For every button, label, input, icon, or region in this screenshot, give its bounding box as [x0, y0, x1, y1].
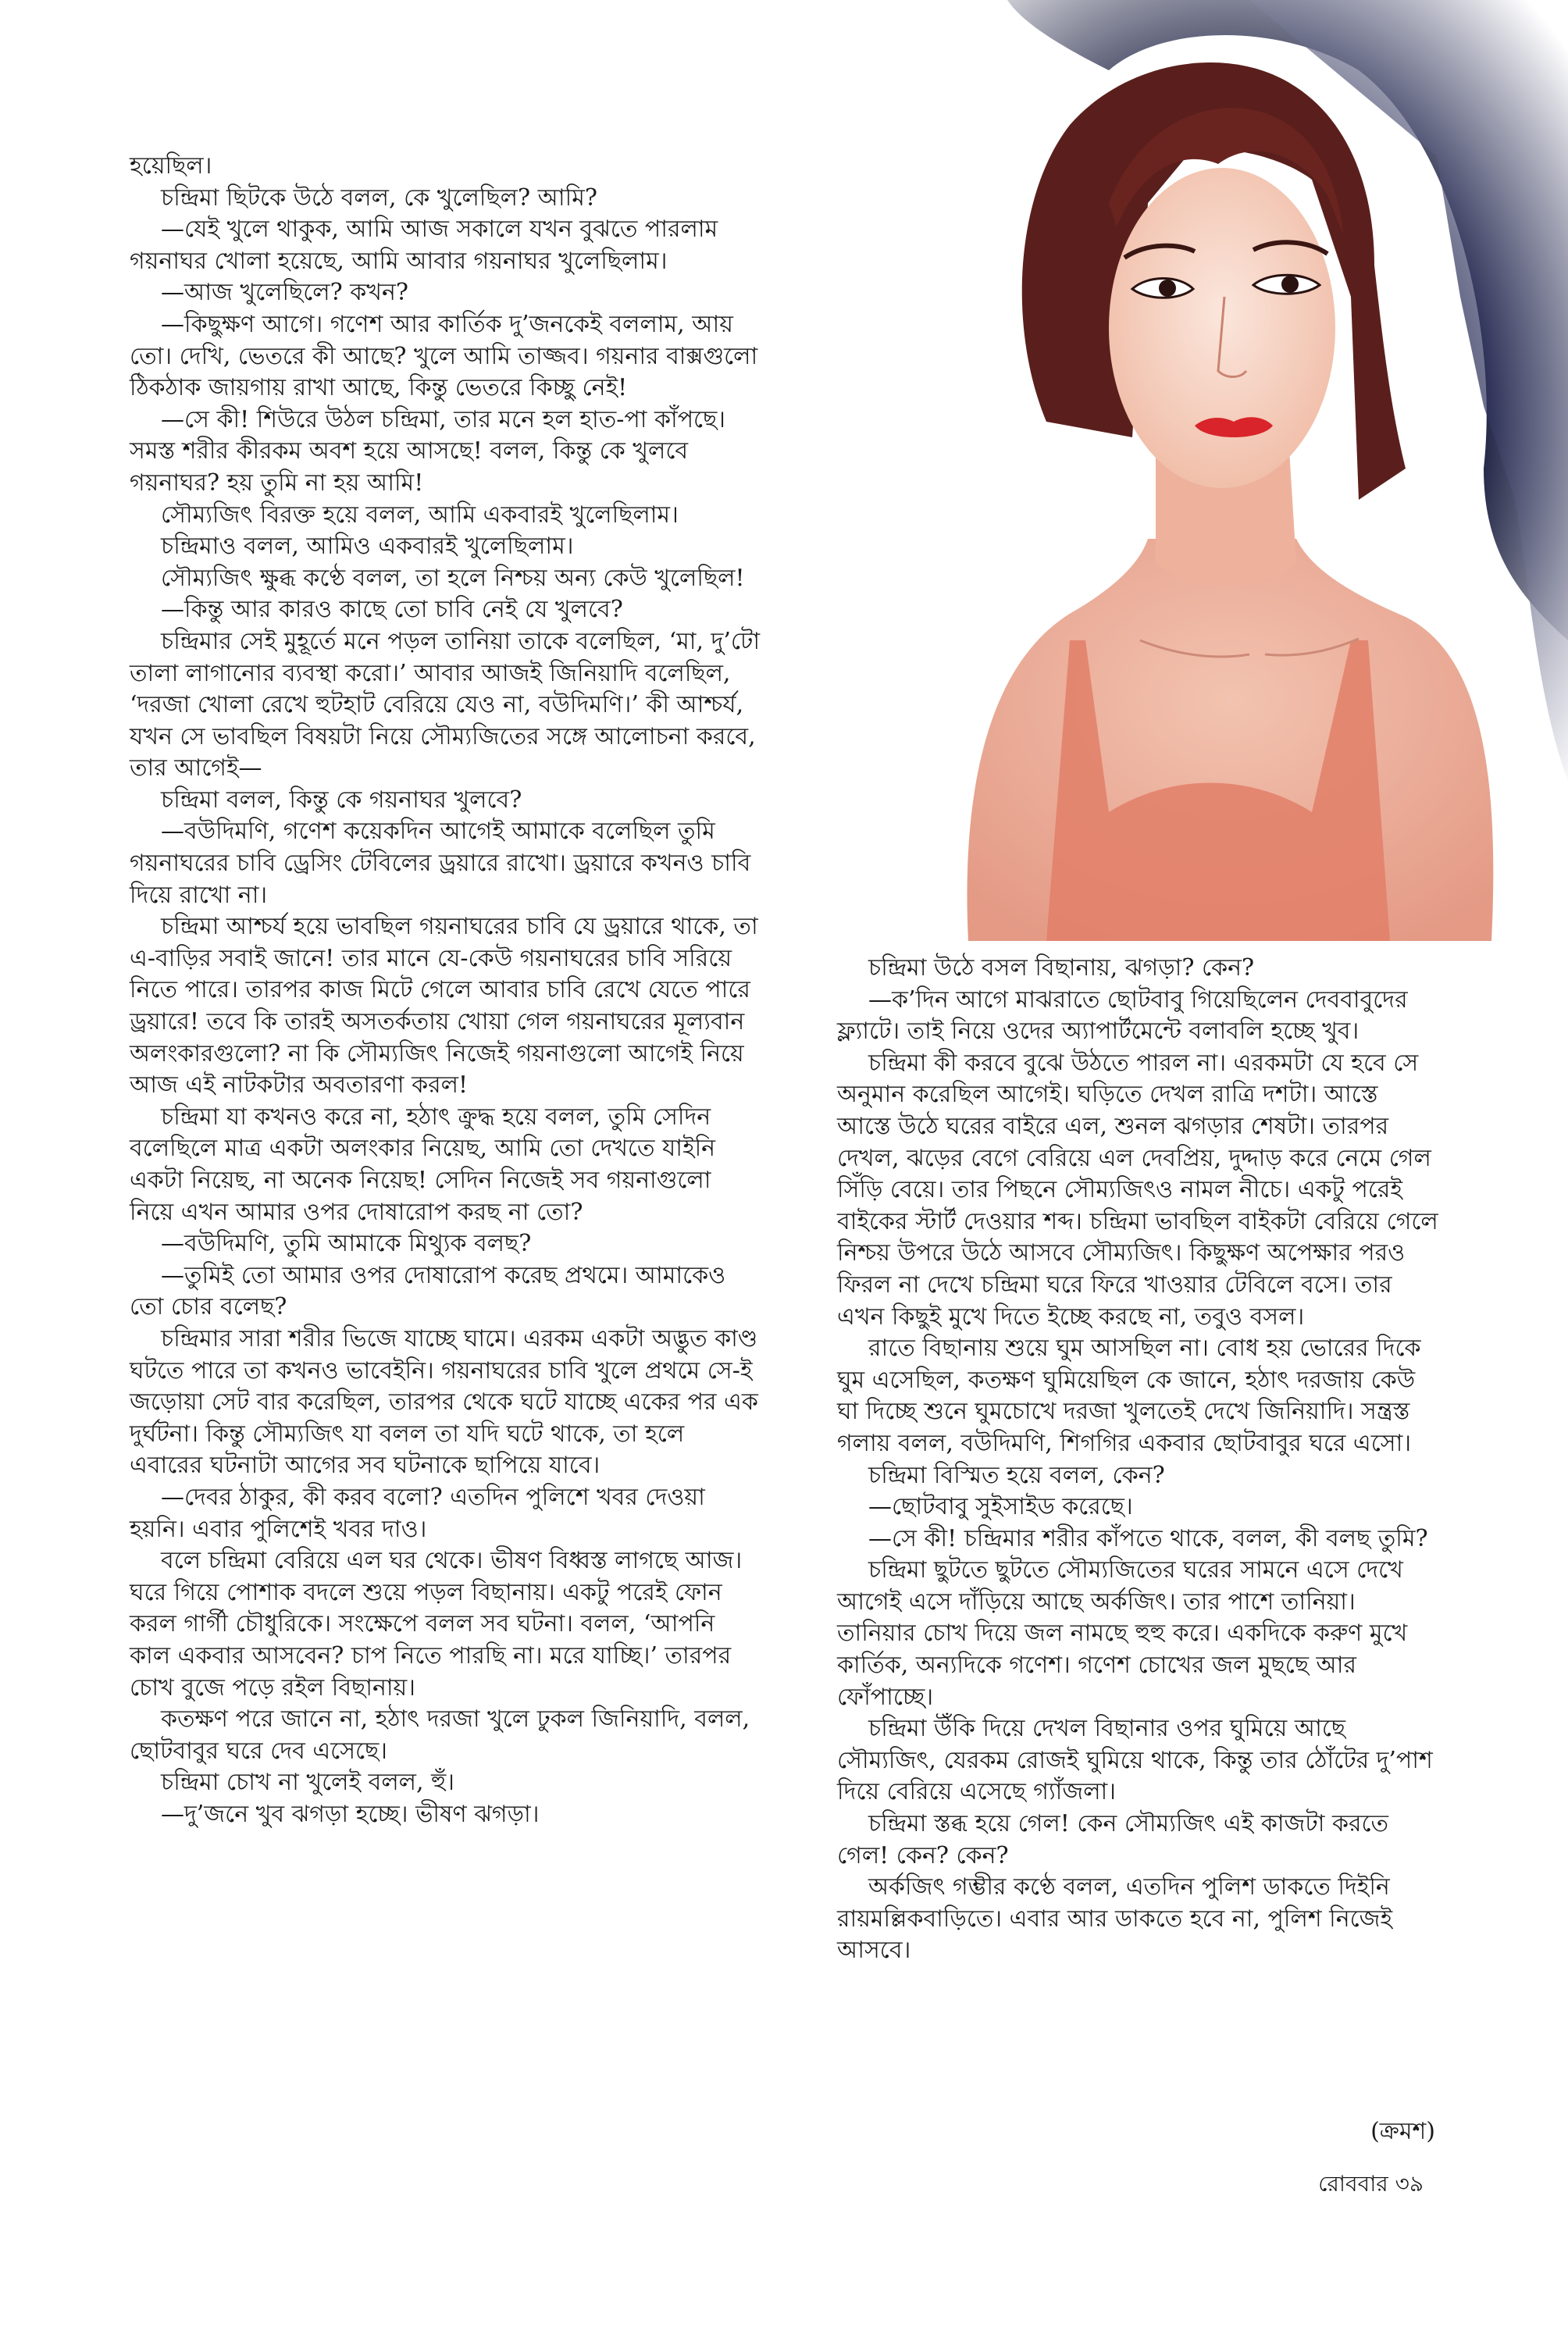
story-paragraph: বলে চন্দ্রিমা বেরিয়ে এল ঘর থেকে। ভীষণ বিধ্বস্ত লাগছে আজ। ঘরে গিয়ে পোশাক বদলে শুয়ে পড়ল বিছানায়। একটু পরেই ফোন করল গার্গী চৌধুরিকে। সংক্ষেপে বলল সব ঘটনা। বলল, ‘আপনি কাল একবার আসবেন? চাপ নিতে পারছি না। মরে যাচ্ছি।’ তারপর চোখ বুজে পড়ে রইল বিছানায়। — [130, 1547, 743, 1702]
story-paragraph: —কিছুক্ষণ আগে। গণেশ আর কার্তিক দু’জনকেই বললাম, আয় তো। দেখি, ভেতরে কী আছে? খুলে আমি তাজ্জব। গয়নার বাক্সগুলো ঠিকঠাক জায়গায় রাখা আছে, কিন্তু ভেতরে কিচ্ছু নেই! — [130, 310, 758, 402]
story-paragraph: চন্দ্রিমা ছিটকে উঠে বলল, কে খুলেছিল? আমি? — [161, 184, 597, 212]
magazine-name: রোববার — [1318, 2171, 1388, 2197]
story-paragraph: —আজ খুলেছিলে? কখন? — [161, 279, 408, 307]
story-left-column — [130, 151, 762, 1830]
story-paragraph: —দেবর ঠাকুর, কী করব বলো? এতদিন পুলিশে খবর দেওয়া হয়নি। এবার পুলিশেই খবর দাও। — [130, 1483, 705, 1543]
story-paragraph: —যেই খুলে থাকুক, আমি আজ সকালে যখন বুঝতে পারলাম গয়নাঘর খোলা হয়েছে, আমি আবার গয়নাঘর খুলেছিলাম। — [130, 216, 718, 275]
story-paragraph: চন্দ্রিমার সেই মুহূর্তে মনে পড়ল তানিয়া তাকে বলেছিল, ‘মা, দু’টো তালা লাগানোর ব্যবস্থা করো।’ আবার আজই জিনিয়াদি বলেছিল, ‘দরজা খোলা রেখে হুটহাট বেরিয়ে যেও না, বউদিমণি।’ কী আশ্চর্য, যখন সে ভাবছিল বিষয়টা নিয়ে সৌম্যজিতের সঙ্গে আলোচনা করবে, তার আগেই— — [130, 627, 761, 782]
story-paragraph: —ছোটবাবু সুইসাইড করেছে। — [868, 1493, 1133, 1521]
story-paragraph: সৌম্যজিৎ বিরক্ত হয়ে বলল, আমি একবারই খুলেছিলাম। — [161, 501, 679, 529]
story-paragraph: চন্দ্রিমা চোখ না খুলেই বলল, হুঁ। — [161, 1769, 454, 1797]
story-paragraph: চন্দ্রিমা উঠে বসল বিছানায়, ঝগড়া? কেন? — [868, 954, 1255, 982]
story-right-column — [837, 953, 1438, 1967]
story-paragraph: —সে কী! শিউরে উঠল চন্দ্রিমা, তার মনে হল হাত-পা কাঁপছে। সমস্ত শরীর কীরকম অবশ হয়ে আসছে! বলল, কিন্তু কে খুলবে গয়নাঘর? হয় তুমি না হয় আমি! — [130, 405, 726, 497]
portrait-illustration — [812, 0, 1568, 941]
story-paragraph: চন্দ্রিমা বলল, কিন্তু কে গয়নাঘর খুলবে? — [161, 786, 522, 814]
story-paragraph: —বউদিমণি, তুমি আমাকে মিথ্যুক বলছ? — [161, 1230, 532, 1258]
story-paragraph: কতক্ষণ পরে জানে না, হঠাৎ দরজা খুলে ঢুকল জিনিয়াদি, বলল, ছোটবাবুর ঘরে দেব এসেছে। — [130, 1705, 750, 1765]
story-paragraph: —কিন্তু আর কারও কাছে তো চাবি নেই যে খুলবে? — [161, 596, 623, 624]
story-paragraph: চন্দ্রিমাও বলল, আমিও একবারই খুলেছিলাম। — [161, 533, 574, 561]
story-paragraph: অর্কজিৎ গম্ভীর কণ্ঠে বলল, এতদিন পুলিশ ডাকতে দিইনি রায়মল্লিকবাড়িতে। এবার আর ডাকতে হবে না, পুলিশ নিজেই আসবে। — [837, 1873, 1393, 1965]
story-paragraph: চন্দ্রিমা উঁকি দিয়ে দেখল বিছানার ওপর ঘুমিয়ে আছে সৌম্যজিৎ, যেরকম রোজই ঘুমিয়ে থাকে, কিন্তু তার ঠোঁটের দু’পাশ দিয়ে বেরিয়ে এসেছে গ্যাঁজলা। — [837, 1715, 1433, 1806]
story-paragraph: চন্দ্রিমা কী করবে বুঝে উঠতে পারল না। এরকমটা যে হবে সে অনুমান করেছিল আগেই। ঘড়িতে দেখল রাত্রি দশটা। আস্তে আস্তে উঠে ঘরের বাইরে এল, শুনল ঝগড়ার শেষটা। তারপর দেখল, ঝড়ের বেগে বেরিয়ে এল দেবপ্রিয়, দুদ্দাড় করে নেমে গেল সিঁড়ি বেয়ে। তার পিছনে সৌম্যজিৎও নামল নীচে। একটু পরেই বাইকের স্টার্ট দেওয়ার শব্দ। চন্দ্রিমা ভাবছিল বাইকটা বেরিয়ে গেলে নিশ্চয় উপরে উঠে আসবে সৌম্যজিৎ। কিছুক্ষণ অপেক্ষার পরও ফিরল না দেখে চন্দ্রিমা ঘরে ফিরে খাওয়ার টেবিলে বসে। তার এখন কিছুই মুখে দিতে ইচ্ছে করছে না, তবুও বসল। — [837, 1049, 1438, 1331]
story-paragraph: —তুমিই তো আমার ওপর দোষারোপ করেছ প্রথমে। আমাকেও তো চোর বলেছ? — [130, 1261, 726, 1321]
page-footer — [1318, 2167, 1424, 2204]
story-paragraph: —সে কী! চন্দ্রিমার শরীর কাঁপতে থাকে, বলল, কী বলছ তুমি? — [868, 1524, 1428, 1552]
story-paragraph: চন্দ্রিমার সারা শরীর ভিজে যাচ্ছে ঘামে। এরকম একটা অদ্ভুত কাণ্ড ঘটতে পারে তা কখনও ভাবেইনি। গয়নাঘরের চাবি খুলে প্রথমে সে-ই জড়োয়া সেট বার করেছিল, তারপর থেকে ঘটে যাচ্ছে একের পর এক দুর্ঘটনা। কিন্তু সৌম্যজিৎ যা বলল তা যদি ঘটে থাকে, তা হলে এবারের ঘটনাটা আগের সব ঘটনাকে ছাপিয়ে যাবে। — [130, 1324, 758, 1480]
story-paragraph: চন্দ্রিমা আশ্চর্য হয়ে ভাবছিল গয়নাঘরের চাবি যে ড্রয়ারে থাকে, তা এ-বাড়ির সবাই জানে! তার মানে যে-কেউ গয়নাঘরের চাবি সরিয়ে নিতে পারে। তারপর কাজ মিটে গেলে আবার চাবি রেখে যেতে পারে ড্রয়ারে! তবে কি তারই অসতর্কতায় খোয়া গেল গয়নাঘরের মূল্যবান অলংকারগুলো? না কি সৌম্যজিৎ নিজেই গয়নাগুলো আগেই নিয়ে আজ এই নাটকটার অবতারণা করল! — [130, 913, 758, 1099]
story-paragraph: চন্দ্রিমা ছুটতে ছুটতে সৌম্যজিতের ঘরের সামনে এসে দেখে আগেই এসে দাঁড়িয়ে আছে অর্কজিৎ। তার পাশে তানিয়া। তানিয়ার চোখ দিয়ে জল নামছে হুহু করে। একদিকে করুণ মুখে কার্তিক, অন্যদিকে গণেশ। গণেশ চোখের জল মুছছে আর ফোঁপাচ্ছে। — [837, 1556, 1408, 1711]
to-be-continued-label: (ক্রমশ) — [1370, 2118, 1435, 2145]
story-paragraph: রাতে বিছানায় শুয়ে ঘুম আসছিল না। বোধ হয় ভোরের দিকে ঘুম এসেছিল, কতক্ষণ ঘুমিয়েছিল কে জানে, হঠাৎ দরজায় কেউ ঘা দিচ্ছে শুনে ঘুমচোখে দরজা খুলতেই দেখে জিনিয়াদি। সন্ত্রস্ত গলায় বলল, বউদিমণি, শিগগির একবার ছোটবাবুর ঘরে এসো। — [837, 1335, 1421, 1457]
story-paragraph: —দু’জনে খুব ঝগড়া হচ্ছে। ভীষণ ঝগড়া। — [161, 1800, 540, 1828]
story-paragraph: সৌম্যজিৎ ক্ষুব্ধ কণ্ঠে বলল, তা হলে নিশ্চয় অন্য কেউ খুলেছিল! — [161, 564, 745, 592]
page-number: ৩৯ — [1395, 2171, 1424, 2197]
story-paragraph: —বউদিমণি, গণেশ কয়েকদিন আগেই আমাকে বলেছিল তুমি গয়নাঘরের চাবি ড্রেসিং টেবিলের ড্রয়ারে রাখো। ড্রয়ারে কখনও চাবি দিয়ে রাখো না। — [130, 818, 751, 909]
story-paragraph: —ক’দিন আগে মাঝরাতে ছোটবাবু গিয়েছিলেন দেববাবুদের ফ্ল্যাটে। তাই নিয়ে ওদের অ্যাপার্টমেন্টে বলাবলি হচ্ছে খুব। — [837, 985, 1408, 1046]
story-paragraph: চন্দ্রিমা বিস্মিত হয়ে বলল, কেন? — [868, 1461, 1165, 1489]
story-paragraph: চন্দ্রিমা স্তব্ধ হয়ে গেল! কেন সৌম্যজিৎ এই কাজটা করতে গেল! কেন? কেন? — [837, 1810, 1389, 1869]
story-paragraph: হয়েছিল। — [130, 152, 212, 180]
story-paragraph: চন্দ্রিমা যা কখনও করে না, হঠাৎ ক্রুদ্ধ হয়ে বলল, তুমি সেদিন বলেছিলে মাত্র একটা অলংকার নিয়েছ, আমি তো দেখতে যাইনি একটা নিয়েছ, না অনেক নিয়েছ! সেদিন নিজেই সব গয়নাগুলো নিয়ে এখন আমার ওপর দোষারোপ করছ না তো? — [130, 1103, 716, 1226]
